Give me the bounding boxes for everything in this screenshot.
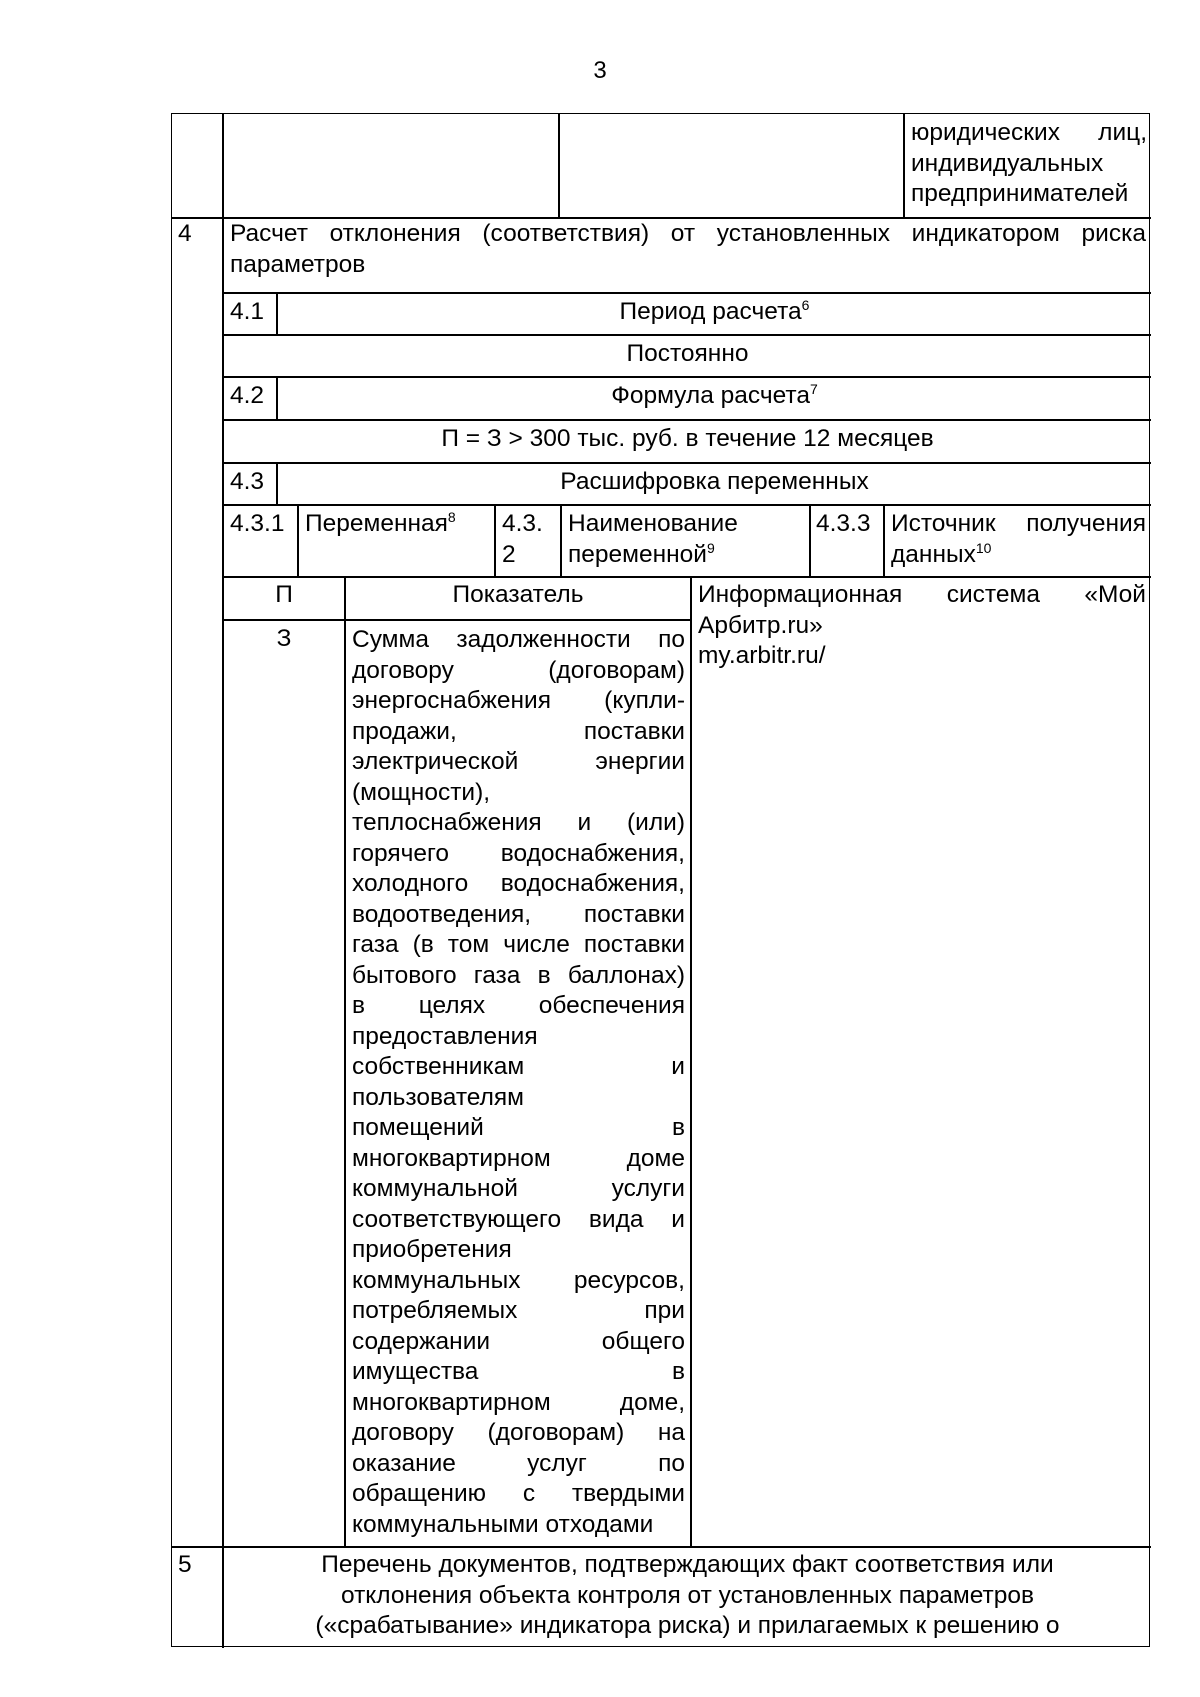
indicator-text-line: электрической энергии [352, 748, 685, 775]
grid-line [222, 419, 1151, 421]
section-5-title [224, 1550, 1151, 1646]
subsection-4-2-label [278, 381, 1151, 417]
source-line: Арбитр.ru» [698, 611, 823, 639]
text-line: юридических лиц, [911, 119, 1147, 146]
name-label-line: Наименование [568, 510, 738, 537]
indicator-text-line: обращению с твердыми [352, 1480, 685, 1507]
var-header-source [885, 509, 1151, 575]
var-header-4-3-1-number: 4.3.1 [230, 510, 285, 537]
indicator-text-line: многоквартирном доме, [352, 1388, 685, 1416]
indicator-text-line: собственникам и [352, 1053, 685, 1080]
indicator-text-line: коммунальных ресурсов, [352, 1266, 685, 1294]
title-line: отклонения объекта контроля от установленных параметров [340, 1581, 1034, 1609]
source-line: my.arbitr.ru/ [698, 642, 826, 669]
source-label-line: данных [891, 540, 976, 568]
var-head-symbol: П [275, 581, 293, 608]
title-line: Перечень документов, подтверждающих факт соответствия или [321, 1551, 1054, 1578]
title-line: («срабатывание» индикатора риска) и прилагаемых к решению о [315, 1612, 1060, 1639]
indicator-text-line: теплоснабжения и (или) [352, 809, 685, 836]
indicator-text-line: имущества в [352, 1358, 685, 1385]
footnote-marker: 7 [810, 381, 818, 397]
footnote-marker: 10 [975, 539, 992, 556]
indicator-text-line: многоквартирном доме [352, 1144, 685, 1172]
subsection-4-1-label [278, 297, 1151, 333]
grid-line [558, 114, 560, 217]
indicator-text-line: энергоснабжения (купли- [352, 687, 685, 714]
indicator-text-line: в целях обеспечения [352, 992, 685, 1019]
footnote-marker: 9 [707, 539, 715, 556]
section-4-title: Расчет отклонения (соответствия) от установленных индикатором риска параметров [230, 220, 1146, 278]
grid-line [222, 462, 1151, 464]
subsection-4-1-number: 4.1 [230, 298, 265, 325]
variable-label: Переменная [305, 510, 448, 537]
indicator-text-line: содержании общего [352, 1327, 685, 1355]
number-part: 2 [502, 540, 516, 568]
page-number: 3 [593, 57, 607, 84]
grid-line [690, 576, 692, 1546]
indicator-text-line: коммунальными отходами [352, 1510, 654, 1538]
source-line: Информационная система «Мой [698, 581, 1146, 608]
source-label-line: Источник получения [891, 510, 1146, 537]
grid-line [222, 619, 690, 621]
subsection-4-3-label: Расшифровка переменных [560, 468, 869, 495]
text-line: предпринимателей [911, 180, 1129, 207]
data-source [692, 580, 1151, 700]
indicator-text-line: бытового газа в баллонах) [352, 961, 685, 989]
indicator-text-line: продажи, поставки [352, 717, 685, 745]
indicator-text-line: (мощности), [352, 778, 491, 806]
indicator-text-line: договору (договорам) [352, 656, 685, 684]
grid-line [222, 376, 1151, 378]
var-head-name: Показатель [452, 581, 584, 608]
var-header-variable [299, 509, 494, 575]
formula-value: П = З > 300 тыс. руб. в течение 12 месяцев [441, 425, 934, 452]
indicator-text-line: холодного водоснабжения, [352, 870, 685, 897]
indicator-text-line: горячего водоснабжения, [352, 839, 685, 867]
var-header-name [562, 509, 809, 575]
indicator-text-line: Сумма задолженности по [352, 626, 685, 653]
section-4-number: 4 [178, 220, 192, 247]
grid-line [222, 334, 1151, 336]
period-label: Период расчета [619, 298, 802, 325]
section-5-number: 5 [178, 1551, 192, 1578]
grid-line [222, 504, 1151, 506]
subsection-4-3-number: 4.3 [230, 468, 265, 495]
indicator-text-line: соответствующего вида и [352, 1205, 685, 1233]
var-header-4-3-2-number [496, 509, 560, 575]
var-row-symbol: З [276, 625, 292, 652]
risk-indicator-table [171, 113, 1150, 1647]
var-row-name [346, 625, 690, 1545]
top-row-col4-text [905, 118, 1151, 217]
subsection-4-2-number: 4.2 [230, 382, 265, 409]
period-value: Постоянно [626, 340, 749, 367]
grid-line [222, 576, 1151, 578]
indicator-text-line: оказание услуг по [352, 1449, 685, 1477]
indicator-text-line: водоотведения, поставки [352, 900, 685, 928]
indicator-text-line: коммунальной услуги [352, 1175, 685, 1202]
text-line: индивидуальных [911, 149, 1104, 177]
indicator-text-line: предоставления [352, 1022, 538, 1050]
indicator-text-line: приобретения [352, 1236, 512, 1263]
formula-label: Формула расчета [611, 382, 810, 409]
indicator-text-line: потребляемых при [352, 1297, 685, 1324]
number-part: 4.3. [502, 510, 543, 537]
indicator-text-line: договору (договорам) на [352, 1419, 685, 1446]
name-label-line: переменной [568, 540, 707, 568]
indicator-text-line: газа (в том числе поставки [352, 931, 685, 958]
indicator-text-line: помещений в [352, 1114, 685, 1141]
var-header-4-3-3-number: 4.3.3 [816, 510, 871, 537]
footnote-marker: 8 [447, 509, 456, 525]
grid-line [172, 1546, 1151, 1548]
grid-line [222, 292, 1151, 294]
footnote-marker: 6 [801, 297, 810, 313]
indicator-text-line: пользователям [352, 1083, 524, 1111]
